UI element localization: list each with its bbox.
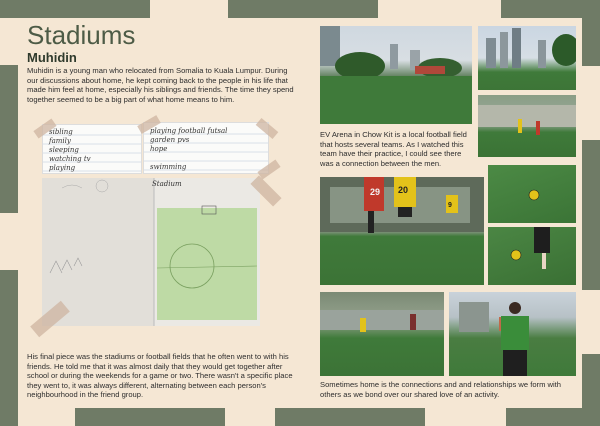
team-building-photo: [478, 95, 576, 157]
closing-paragraph: Sometimes home is the connections and and relationships we form with others as we bond over our shared love of an activity.: [320, 380, 562, 399]
note-text: hope: [150, 145, 168, 153]
coach: [449, 292, 576, 376]
coach-photo: [449, 292, 576, 376]
jersey-number: 29: [370, 187, 381, 197]
accent-bar: [75, 408, 225, 426]
drawing-label: Stadium: [152, 180, 182, 188]
notes-right-photo: [143, 122, 269, 174]
lined-paper: [43, 125, 141, 173]
accent-bar: [275, 408, 425, 426]
accent-bar: [228, 0, 378, 18]
accent-bar: [0, 0, 150, 18]
jersey-number: 20: [398, 185, 409, 195]
note-text: swimming: [150, 163, 187, 171]
stadium-photo-wide: [320, 26, 472, 124]
page-subtitle: Muhidin: [27, 50, 77, 65]
players: [320, 292, 444, 376]
note-text: playing: [49, 164, 76, 172]
ev-arena-paragraph: EV Arena in Chow Kit is a local football field that hosts several teams. As I watched this team have their practice, I could see there was a connection between the men.: [320, 130, 467, 168]
accent-bar: [0, 65, 18, 213]
note-text: sleeping: [49, 146, 79, 154]
notes-left-photo: [42, 124, 142, 174]
ball-closeup-photo: [488, 165, 576, 223]
note-text: sibling: [49, 128, 73, 136]
players: [478, 95, 576, 157]
intro-paragraph: Muhidin is a young man who relocated from Somalia to Kuala Lumpur. During our discussions about home, he kept coming back to the people in his life that made him feel at home, especially his siblings and friends. The time they spend together seemed to be a big part of what home means to him.: [27, 66, 294, 104]
note-text: family: [49, 137, 71, 145]
kicking-ball-photo: [488, 227, 576, 285]
accent-bar: [501, 0, 600, 18]
football: [488, 227, 576, 285]
accent-bar: [582, 140, 600, 290]
accent-bar: [582, 18, 600, 66]
city-skyline: [320, 26, 472, 124]
players-training-photo: [320, 177, 484, 285]
note-text: watching tv: [49, 155, 91, 163]
lined-paper: [144, 123, 268, 173]
field-photo: [320, 292, 444, 376]
accent-bar: [506, 408, 582, 426]
note-text: garden pvs: [150, 136, 190, 144]
final-piece-paragraph: His final piece was the stadiums or football fields that he often went to with his friends. He told me that it was almost daily that they would get together after school or during the weekends for a game or two. There wasn't a specific place they went to, it was always different, alternating between each person's neighbourhood in the friend group.: [27, 352, 293, 400]
players: [320, 177, 484, 285]
stadium-drawing-photo: [42, 178, 260, 326]
football: [488, 165, 576, 223]
page-title: Stadiums: [27, 20, 136, 50]
note-text: playing football futsal: [150, 127, 228, 135]
stadium-drawing: [42, 178, 260, 326]
accent-bar: [0, 270, 18, 426]
accent-bar: [582, 354, 600, 426]
jersey-number: 9: [448, 202, 452, 209]
skyline-photo: [478, 26, 576, 90]
city-skyline: [478, 26, 576, 90]
